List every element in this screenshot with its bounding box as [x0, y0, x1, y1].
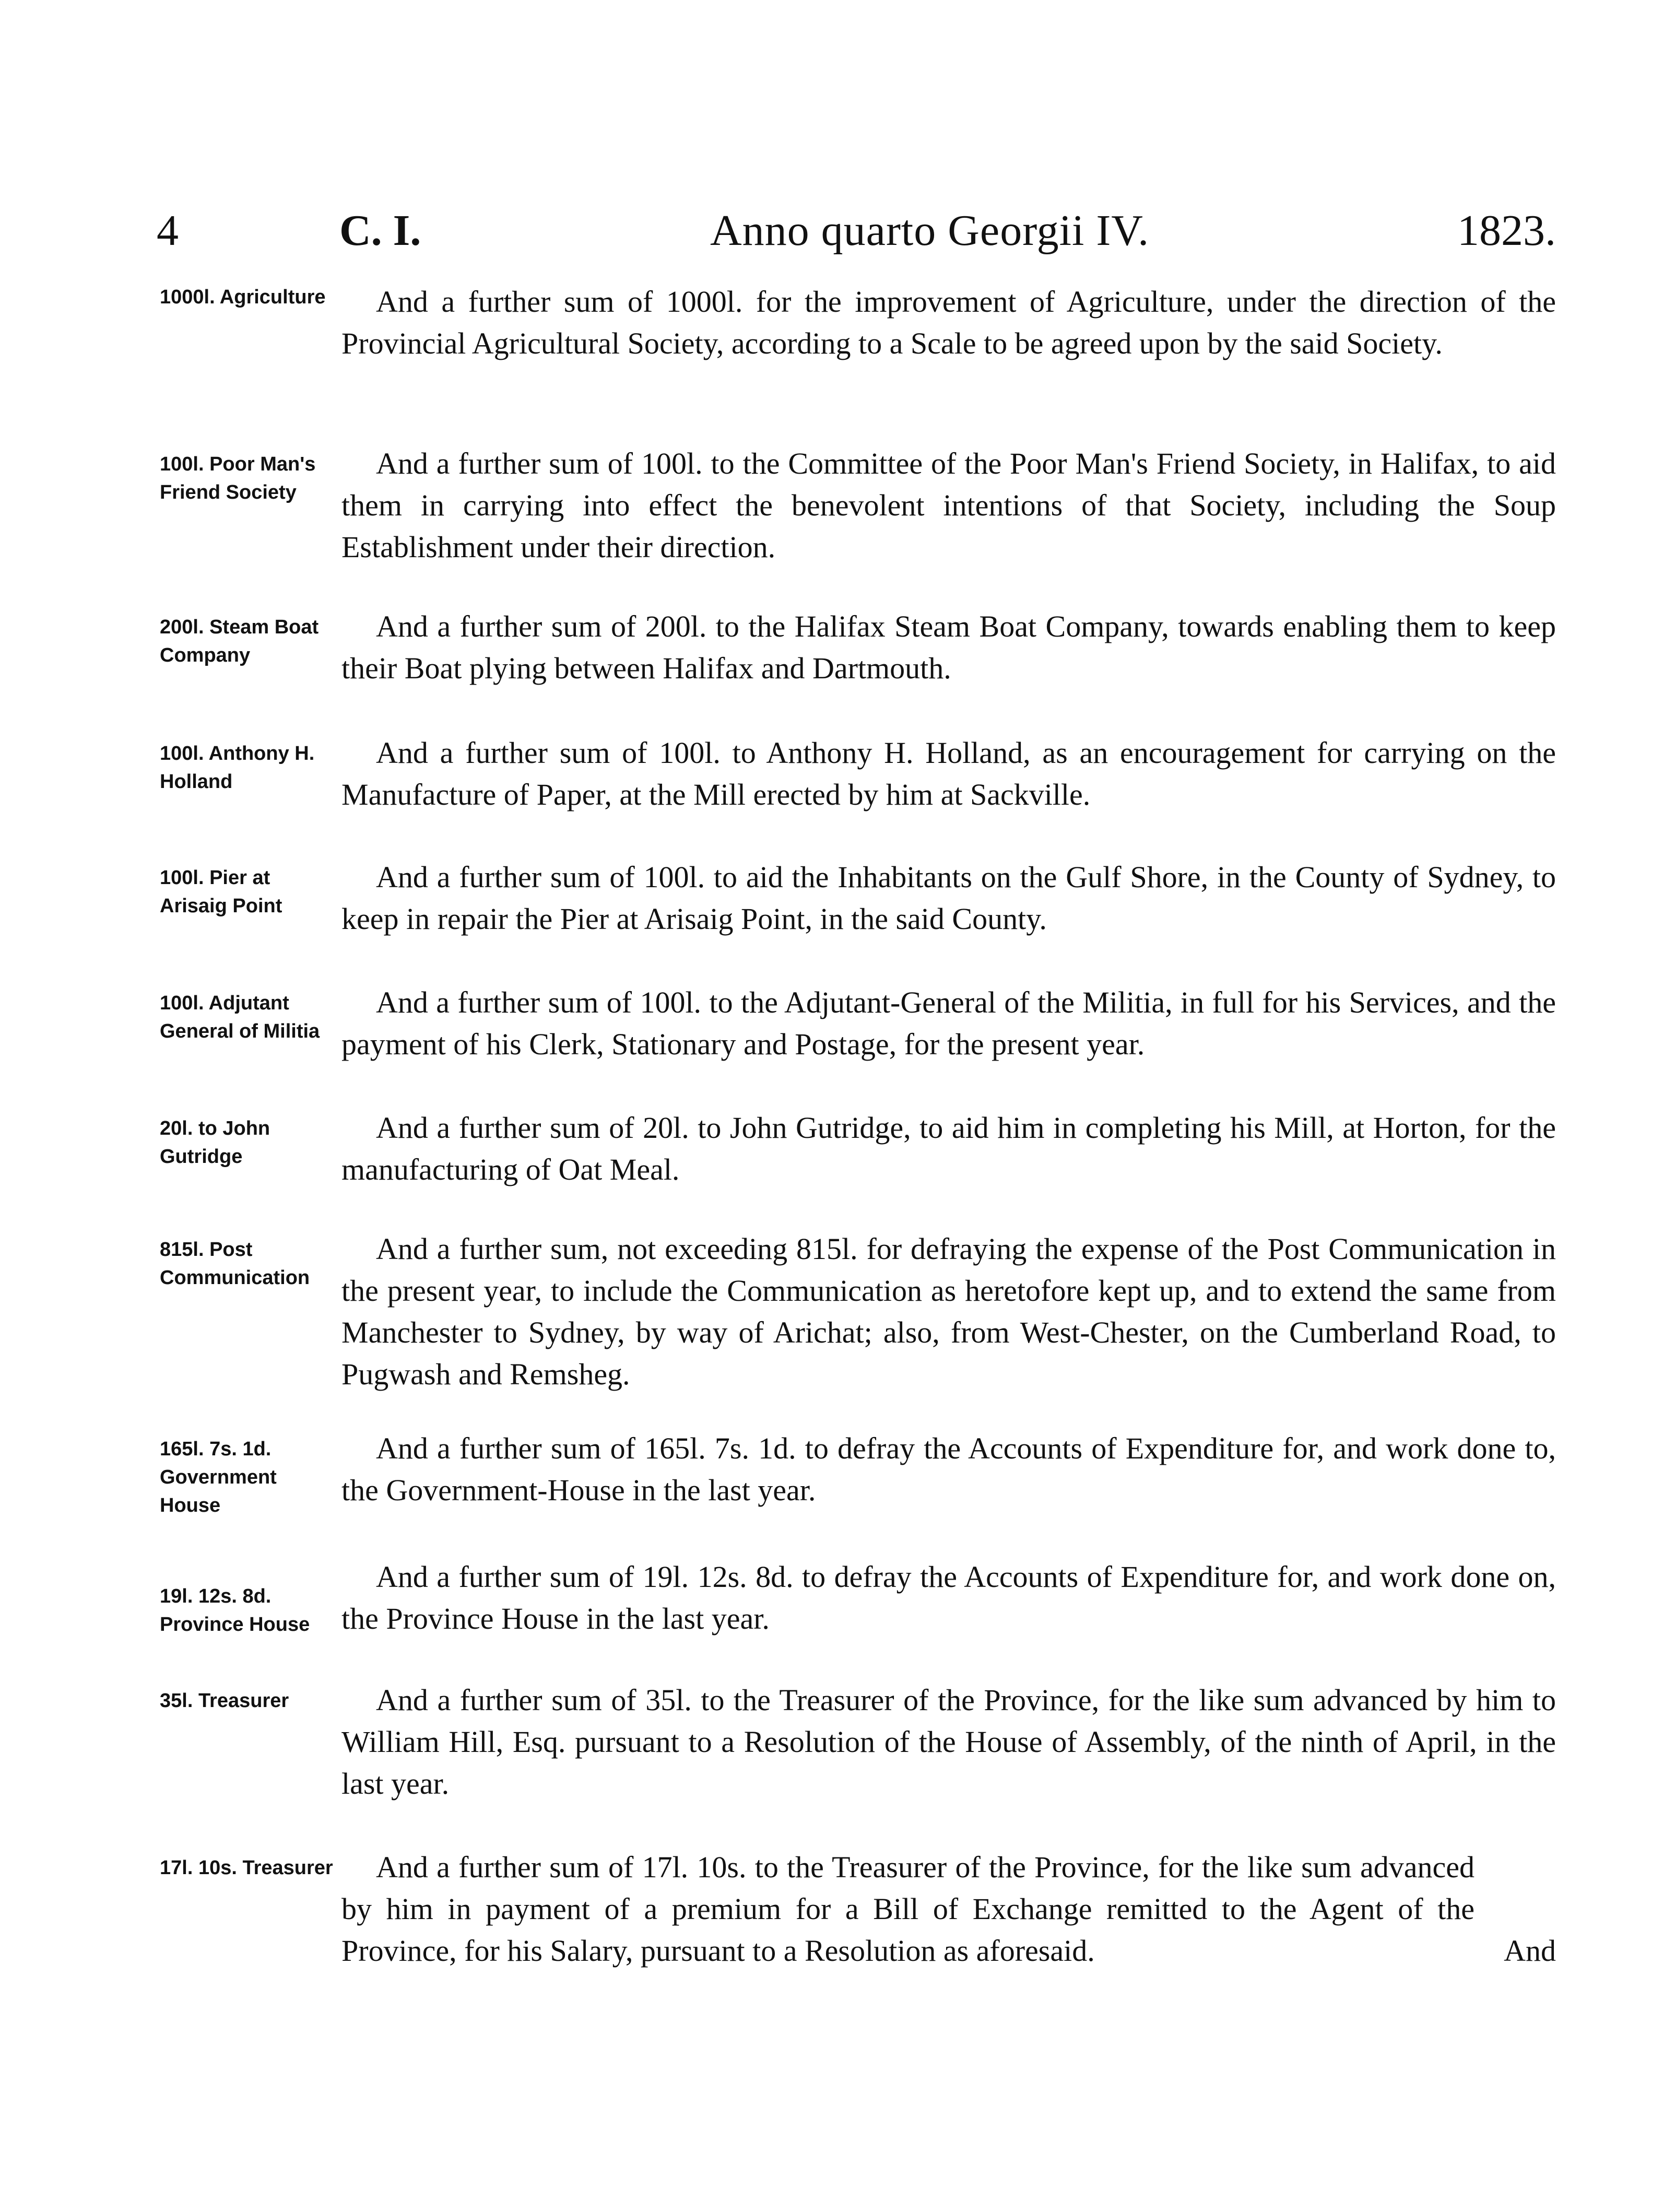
entry-text: And a further sum of 200l. to the Halifax Steam Boat Company, towards enabling them to keep their Boat plying between Halifax and Dartmouth.	[341, 609, 1556, 685]
chapter-number: C. I.	[339, 206, 421, 255]
entry-text: And a further sum of 100l. to the Committee of the Poor Man's Friend Society, in Halifax, to aid them in carrying into effect the benevolent intentions of that Society, including the Soup Establishment under their direction.	[341, 446, 1556, 564]
entry-text: And a further sum of 100l. to the Adjutant-General of the Militia, in full for his Services, and the payment of his Clerk, Stationary and Postage, for the present year.	[341, 985, 1556, 1061]
margin-note: 100l. Anthony H. Holland	[160, 743, 315, 793]
entry-text: And a further sum of 17l. 10s. to the Treasurer of the Province, for the like sum advanced by him in payment of a premium for a Bill of Exchange remitted to the Agent of the Province, for his Salary, pursuant to a Resolution as aforesaid.	[341, 1850, 1475, 1968]
margin-note: 815l. Post Communication	[160, 1239, 310, 1289]
entry-text: And a further sum of 19l. 12s. 8d. to defray the Accounts of Expenditure for, and work done on, the Province House in the last year.	[341, 1560, 1556, 1636]
margin-note: 20l. to John Gutridge	[160, 1117, 270, 1168]
entry-text: And a further sum of 165l. 7s. 1d. to defray the Accounts of Expenditure for, and work done to, the Government-House in the last year.	[341, 1431, 1556, 1507]
margin-note: 1000l. Agriculture	[160, 286, 326, 308]
entry-text: And a further sum of 20l. to John Gutridge, to aid him in completing his Mill, at Horton, for the manufacturing of Oat Meal.	[341, 1111, 1556, 1186]
page-number: 4	[157, 206, 179, 255]
entry-text: And a further sum of 1000l. for the improvement of Agriculture, under the direction of the Provincial Agricultural Society, according to a Scale to be agreed upon by the said Society.	[341, 285, 1556, 360]
margin-note: 17l. 10s. Treasurer	[160, 1857, 333, 1879]
margin-note: 19l. 12s. 8d. Province House	[160, 1585, 310, 1636]
margin-note: 100l. Pier at Arisaig Point	[160, 867, 282, 917]
running-header	[157, 205, 1556, 262]
entry-text: And a further sum of 100l. to aid the Inhabitants on the Gulf Shore, in the County of Sydney, to keep in repair the Pier at Arisaig Point, in the said County.	[341, 860, 1556, 936]
catchword: And	[1504, 1934, 1556, 1968]
margin-note: 35l. Treasurer	[160, 1690, 289, 1712]
entry-text: And a further sum of 100l. to Anthony H. Holland, as an encouragement for carrying on the Manufacture of Paper, at the Mill erected by him at Sackville.	[341, 736, 1556, 811]
margin-note: 165l. 7s. 1d. Government House	[160, 1438, 277, 1516]
margin-note: 100l. Adjutant General of Militia	[160, 992, 320, 1042]
entry-text: And a further sum of 35l. to the Treasurer of the Province, for the like sum advanced by him to William Hill, Esq. pursuant to a Resolution of the House of Assembly, of the ninth of April, in the last year.	[341, 1683, 1556, 1801]
entry-text: And a further sum, not exceeding 815l. for defraying the expense of the Post Communication in the present year, to include the Communication as heretofore kept up, and to extend the same from Manchester to Sydney, by way of Arichat; also, from West-Chester, on the Cumberland Road, to Pugwash and Remsheg.	[341, 1232, 1556, 1391]
header-year: 1823.	[1457, 206, 1556, 255]
margin-note: 200l. Steam Boat Company	[160, 616, 319, 666]
running-title: Anno quarto Georgii IV.	[710, 206, 1150, 255]
margin-note: 100l. Poor Man's Friend Society	[160, 453, 316, 503]
